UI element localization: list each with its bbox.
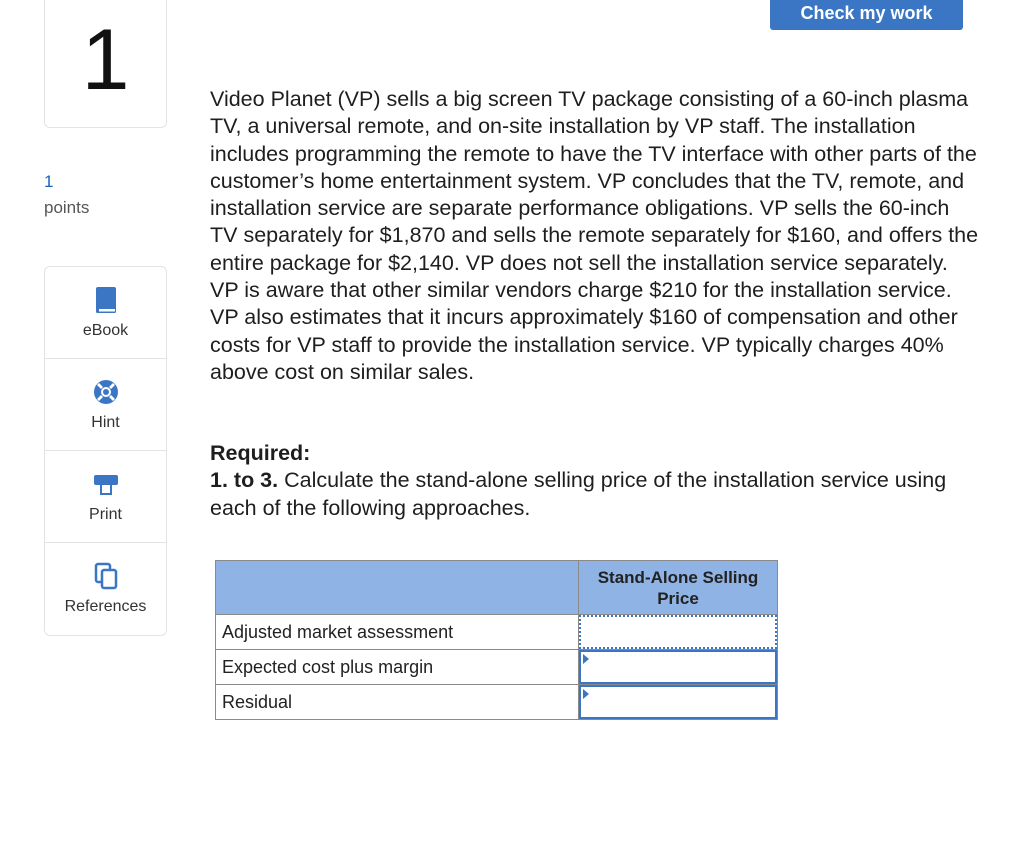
answer-cell [579,650,778,685]
copy-icon [93,562,119,590]
print-label: Print [89,505,122,523]
table-row [216,685,778,720]
table-row [216,650,778,685]
points-value: 1 [44,172,54,191]
column-header-standalone-price [579,561,778,615]
required-section [210,440,980,522]
expected-cost-input[interactable] [581,652,775,682]
check-my-work-button[interactable]: Check my work [770,0,963,30]
column-header-line2: Price [657,588,699,608]
input-marker-icon [583,654,589,664]
row-label-residual: Residual [216,685,579,720]
printer-icon [92,470,120,498]
table-row [216,615,778,650]
residual-input[interactable] [581,687,775,717]
column-header-line1: Stand-Alone Selling [597,567,759,587]
question-number-card [44,0,167,128]
input-marker-icon [583,689,589,699]
answer-input-box [579,650,777,684]
ebook-label: eBook [82,321,129,339]
answer-table [215,560,778,720]
lifebuoy-icon [92,378,120,406]
references-button[interactable] [45,543,166,635]
answer-cell [579,685,778,720]
problem-text: Video Planet (VP) sells a big screen TV package consisting of a 60-inch plasma TV, a universal remote, and on-site installation by VP staff. The installation includes programming the remote to have the TV interface with other parts of the customer’s home entertainment system. VP concludes that the TV, remote, and installation service are separate performance obligations. VP sells the 60-inch TV separately for $1,870 and sells the remote separately for $160, and offers the entire package for $2,140. VP does not sell the installation service separately. VP is aware that other similar vendors charge $210 for the installation service. VP also estimates that it incurs approximately $160 of compensation and other costs for VP staff to provide the installation service. VP typically charges 40% above cost on similar sales. [210,87,979,384]
book-icon [93,286,119,314]
required-part-label: 1. to 3. [210,468,279,493]
answer-input-box [579,685,777,719]
adjusted-market-input[interactable] [581,617,775,647]
ebook-button[interactable] [45,267,166,359]
required-text: Calculate the stand-alone selling price of the installation service using each of the following approaches. [210,468,947,520]
hint-button[interactable] [45,359,166,451]
references-label: References [64,598,147,615]
print-button[interactable] [45,451,166,543]
row-label-expected-cost: Expected cost plus margin [216,650,579,685]
table-header-blank [216,561,579,615]
row-label-adjusted-market: Adjusted market assessment [216,615,579,650]
tools-panel [44,266,167,636]
table-header-row [216,561,778,615]
points-label: points [44,198,90,217]
question-number: 1 [81,11,130,108]
hint-label: Hint [91,413,120,431]
answer-cell [579,615,778,650]
answer-input-box [579,615,777,649]
required-heading: Required: [210,441,311,465]
